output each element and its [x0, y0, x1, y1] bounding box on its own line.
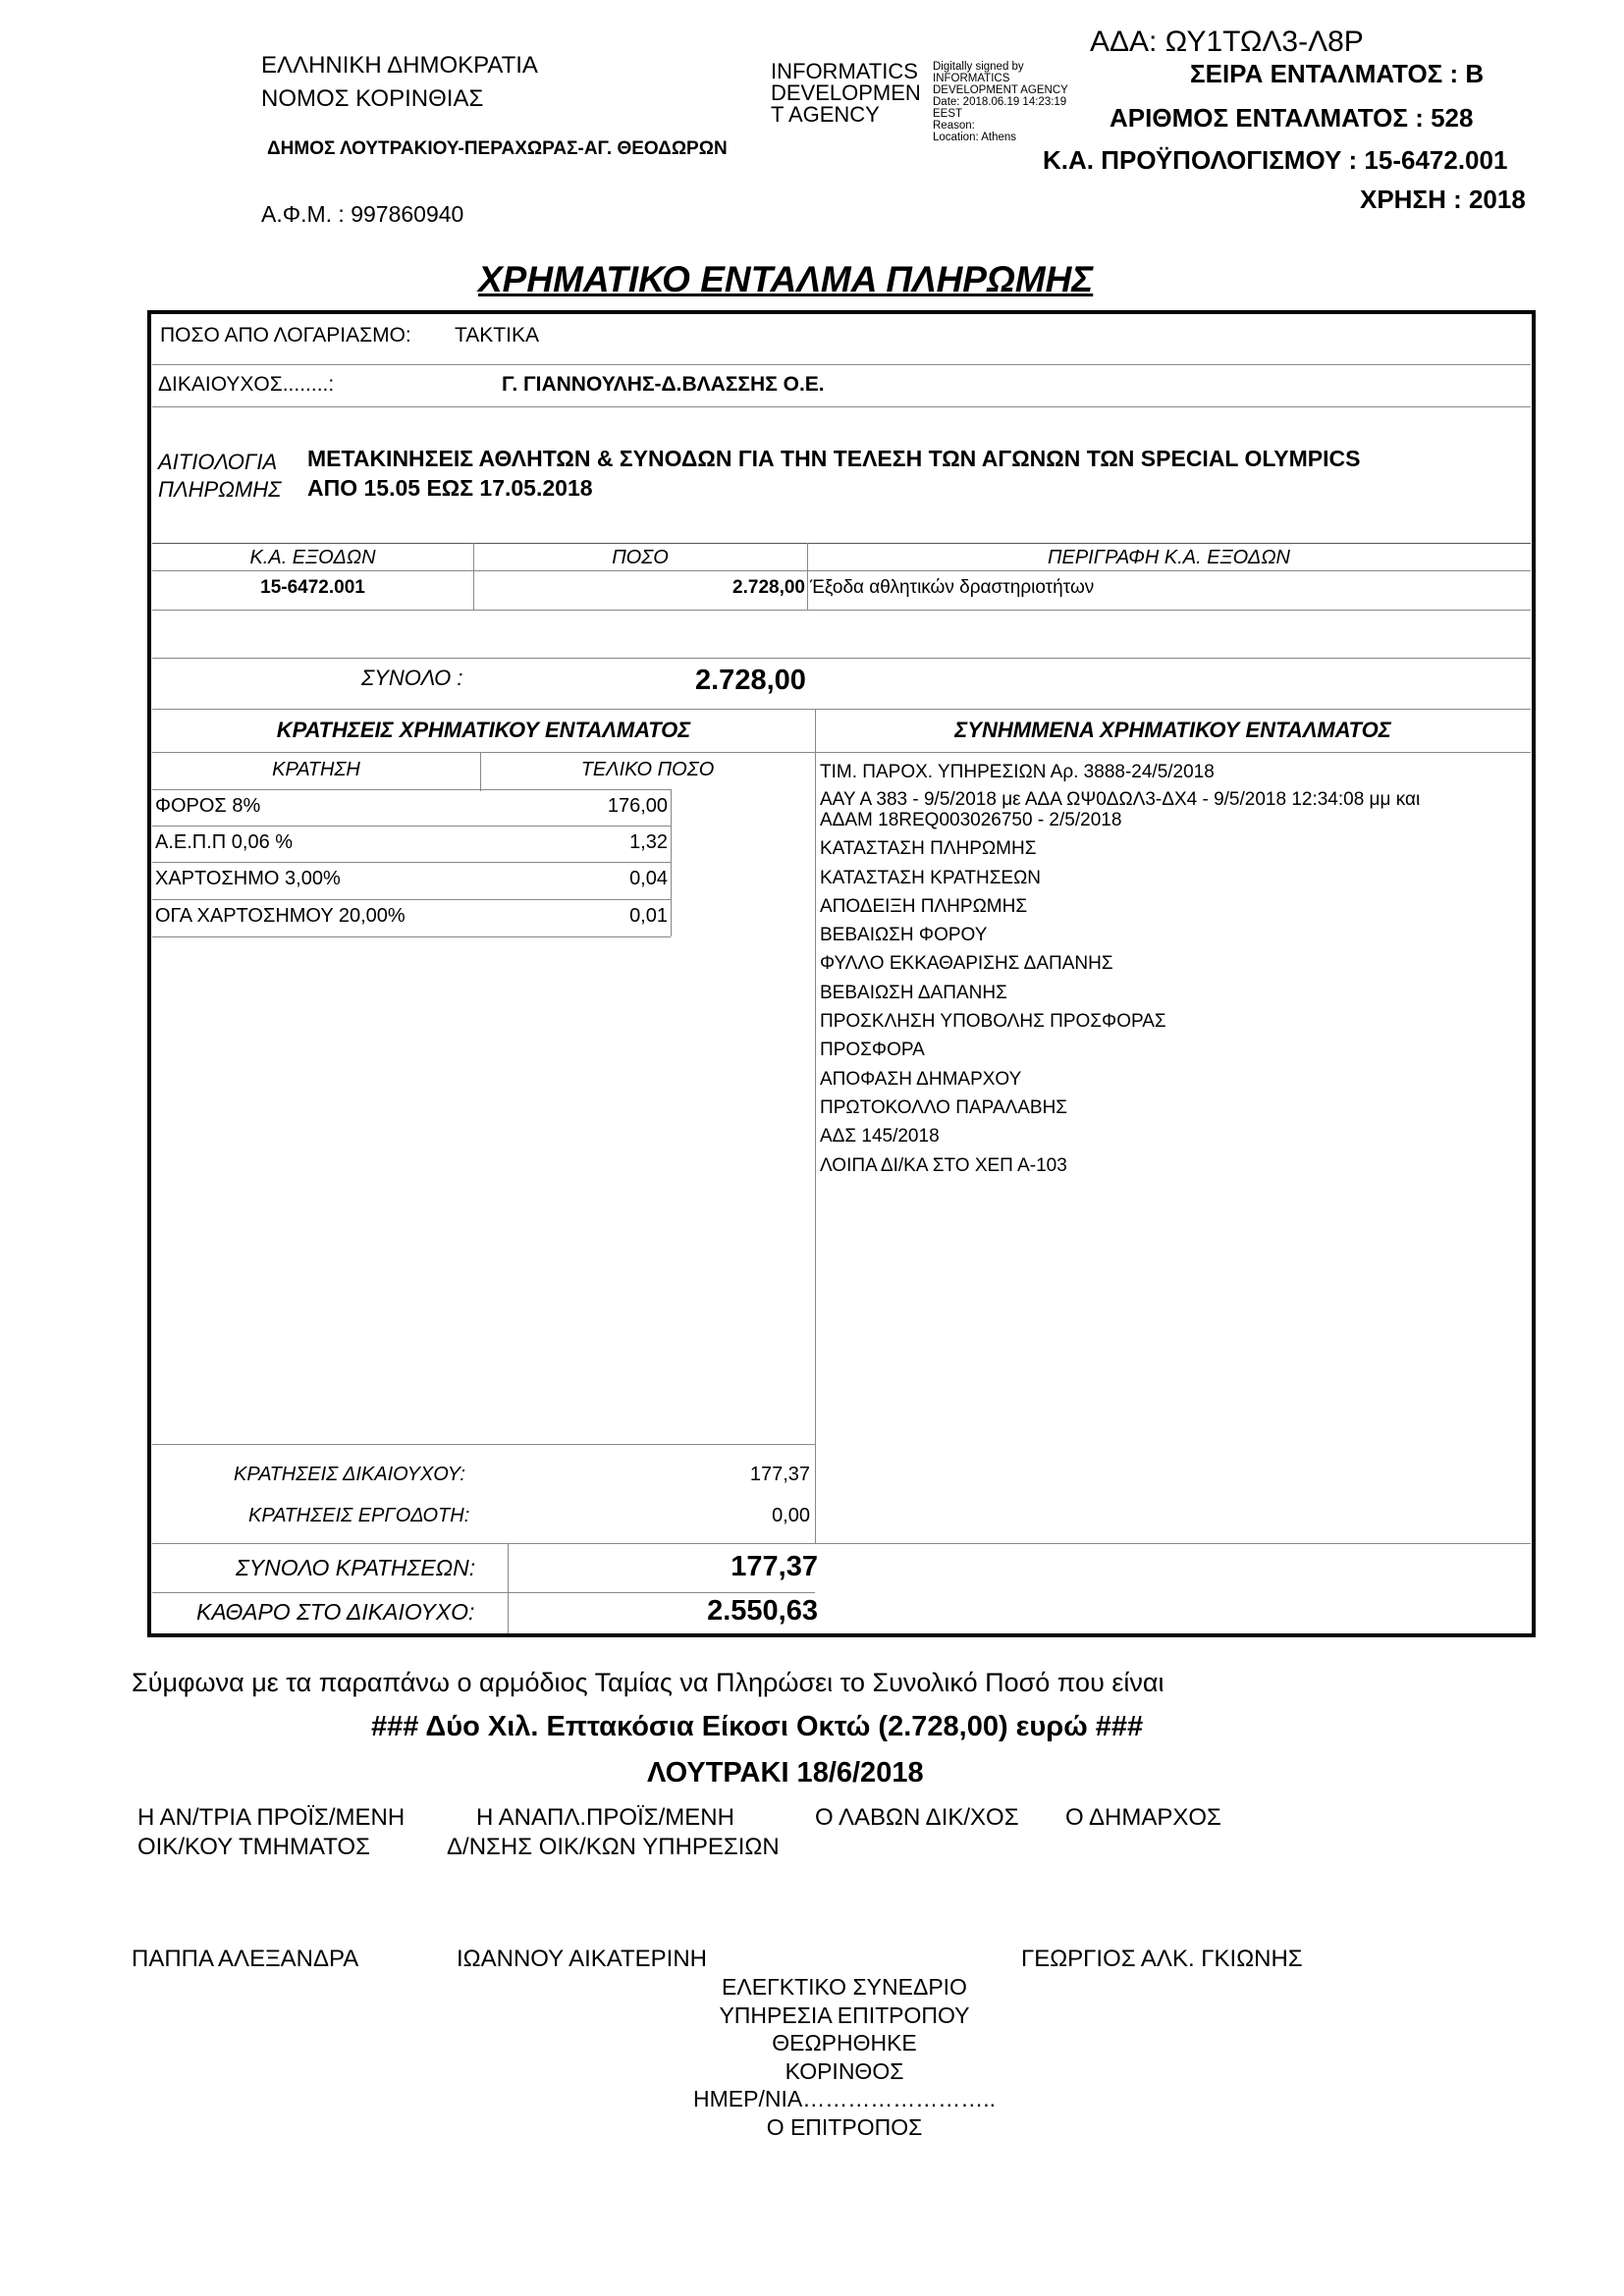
signatory-role: Δ/ΝΣΗΣ ΟΙΚ/ΚΩΝ ΥΠΗΡΕΣΙΩΝ	[447, 1834, 780, 1860]
budget-code-label: Κ.Α. ΠΡΟΫΠΟΛΟΓΙΣΜΟΥ : 15-6472.001	[1043, 145, 1508, 175]
signature-detail-line: Reason:	[933, 120, 975, 132]
rule	[152, 752, 1531, 753]
rule	[152, 936, 671, 937]
account-label: ΠΟΣΟ ΑΠΟ ΛΟΓΑΡΙΑΣΜΟ:	[160, 324, 411, 347]
rule	[152, 570, 1531, 571]
rule	[671, 789, 672, 936]
signature-agency-line: DEVELOPMEN	[771, 80, 921, 105]
deductions-title: ΚΡΑΤΗΣΕΙΣ ΧΡΗΜΑΤΙΚΟΥ ΕΝΤΑΛΜΑΤΟΣ	[276, 718, 691, 742]
signature-agency-line: T AGENCY	[771, 102, 880, 127]
signatory-role: ΟΙΚ/ΚΟΥ ΤΜΗΜΑΤΟΣ	[137, 1834, 370, 1860]
fiscal-year-label: ΧΡΗΣΗ : 2018	[1360, 185, 1526, 214]
total-deductions-value: 177,37	[731, 1551, 818, 1582]
signatory-name: ΠΑΠΠΑ ΑΛΕΞΑΝΔΡΑ	[132, 1946, 359, 1972]
expense-amount-header: ΠΟΣΟ	[612, 547, 669, 568]
deduction-name: ΦΟΡΟΣ 8%	[155, 795, 261, 817]
beneficiary-deductions-label: ΚΡΑΤΗΣΕΙΣ ΔΙΚΑΙΟΥΧΟΥ:	[234, 1464, 465, 1485]
rule	[508, 1543, 509, 1633]
reason-text: ΑΠΟ 15.05 ΕΩΣ 17.05.2018	[307, 475, 593, 501]
country-label: ΕΛΛΗΝΙΚΗ ΔΗΜΟΚΡΑΤΙΑ	[261, 52, 538, 79]
employer-deductions-value: 0,00	[772, 1505, 810, 1526]
warrant-number-label: ΑΡΙΘΜΟΣ ΕΝΤΑΛΜΑΤΟΣ : 528	[1110, 103, 1474, 133]
audit-line: ΗΜΕΡ/ΝΙΑ……………………..	[693, 2086, 996, 2111]
audit-line: ΕΛΕΓΚΤΙΚΟ ΣΥΝΕΔΡΙΟ	[722, 1974, 967, 2000]
signature-detail-line: EEST	[933, 108, 963, 120]
audit-line: ΘΕΩΡΗΘΗΚΕ	[772, 2030, 917, 2056]
signatory-role: Ο ΛΑΒΩΝ ΔΙΚ/ΧΟΣ	[815, 1804, 1019, 1831]
rule	[152, 1444, 815, 1445]
rule	[152, 862, 671, 863]
deduction-amount-header: ΤΕΛΙΚΟ ΠΟΣΟ	[580, 759, 715, 780]
signature-detail-line: Location: Athens	[933, 132, 1017, 143]
reason-text: ΜΕΤΑΚΙΝΗΣΕΙΣ ΑΘΛΗΤΩΝ & ΣΥΝΟΔΩΝ ΓΙΑ ΤΗΝ ΤΕΛΕΣΗ ΤΩΝ ΑΓΩΝΩΝ ΤΩΝ SPECIAL OLYMPICS	[307, 446, 1361, 471]
beneficiary-value: Γ. ΓΙΑΝΝΟΥΛΗΣ-Δ.ΒΛΑΣΣΗΣ Ο.Ε.	[502, 373, 825, 396]
attachments-title: ΣΥΝΗΜΜΕΝΑ ΧΡΗΜΑΤΙΚΟΥ ΕΝΤΑΛΜΑΤΟΣ	[954, 718, 1391, 742]
deduction-amount: 176,00	[607, 795, 668, 817]
rule	[152, 826, 671, 827]
beneficiary-deductions-value: 177,37	[749, 1464, 810, 1485]
signature-detail-line: DEVELOPMENT AGENCY	[933, 84, 1068, 96]
deduction-name: ΟΓΑ ΧΑΡΤΟΣΗΜΟΥ 20,00%	[155, 905, 406, 927]
attachment-item: ΚΑΤΑΣΤΑΣΗ ΠΛΗΡΩΜΗΣ	[820, 838, 1037, 860]
rule	[152, 899, 671, 900]
audit-line: Ο ΕΠΙΤΡΟΠΟΣ	[766, 2113, 923, 2140]
rule	[152, 789, 671, 790]
total-deductions-label: ΣΥΝΟΛΟ ΚΡΑΤΗΣΕΩΝ:	[236, 1555, 476, 1580]
signature-agency-line: INFORMATICS	[771, 59, 918, 83]
expense-amount: 2.728,00	[732, 577, 805, 598]
digital-signature-details	[933, 61, 1068, 143]
rule	[152, 658, 1531, 659]
attachment-item: ΑΠΟΦΑΣΗ ΔΗΜΑΡΧΟΥ	[820, 1068, 1022, 1090]
expense-total-value: 2.728,00	[695, 665, 806, 696]
expense-code-header: Κ.Α. ΕΞΟΔΩΝ	[249, 547, 376, 568]
attachment-item: ΑΑΥ Α 383 - 9/5/2018 με ΑΔΑ ΩΨ0ΔΩΛ3-ΔΧ4 - 9/5/2018 12:34:08 μμ και	[820, 789, 1421, 811]
payment-statement: Σύμφωνα με τα παραπάνω ο αρμόδιος Ταμίας να Πληρώσει το Συνολικό Ποσό που είναι	[132, 1668, 1164, 1697]
attachment-item: ΤΙΜ. ΠΑΡΟΧ. ΥΠΗΡΕΣΙΩΝ Αρ. 3888-24/5/2018	[820, 762, 1215, 782]
attachments-list	[820, 758, 1420, 1180]
signature-detail-line: Date: 2018.06.19 14:23:19	[933, 96, 1067, 108]
digital-signature-agency	[771, 61, 921, 126]
signatory-name: ΓΕΩΡΓΙΟΣ ΑΛΚ. ΓΚΙΩΝΗΣ	[1021, 1946, 1303, 1972]
rule	[152, 1543, 1531, 1544]
attachment-item: ΠΡΩΤΟΚΟΛΛΟ ΠΑΡΑΛΑΒΗΣ	[820, 1096, 1068, 1118]
afm-label: Α.Φ.Μ. : 997860940	[261, 201, 464, 227]
deduction-name-header: ΚΡΑΤΗΣΗ	[272, 759, 360, 780]
deduction-name: ΧΑΡΤΟΣΗΜΟ 3,00%	[155, 868, 341, 889]
signatory-role: Η ΑΝ/ΤΡΙΑ ΠΡΟΪΣ/ΜΕΝΗ	[137, 1804, 406, 1831]
signature-detail-line: Digitally signed by	[933, 61, 1024, 73]
deduction-amount: 0,04	[629, 868, 668, 889]
audit-line: ΥΠΗΡΕΣΙΑ ΕΠΙΤΡΟΠΟΥ	[719, 2002, 970, 2028]
reason-label: ΑΙΤΙΟΛΟΓΙΑ	[158, 450, 278, 474]
employer-deductions-label: ΚΡΑΤΗΣΕΙΣ ΕΡΓΟΔΟΤΗ:	[248, 1505, 470, 1526]
series-label: ΣΕΙΡΑ ΕΝΤΑΛΜΑΤΟΣ : Β	[1190, 59, 1485, 88]
deduction-name: Α.Ε.Π.Π 0,06 %	[155, 831, 294, 853]
audit-line: ΚΟΡΙΝΘΟΣ	[785, 2057, 904, 2084]
signatory-name: ΙΩΑΝΝΟΥ ΑΙΚΑΤΕΡΙΝΗ	[457, 1946, 708, 1972]
attachment-item: ΒΕΒΑΙΩΣΗ ΦΟΡΟΥ	[820, 925, 988, 946]
attachment-item: ΛΟΙΠΑ ΔΙ/ΚΑ ΣΤΟ ΧΕΠ Α-103	[820, 1154, 1067, 1176]
expense-code: 15-6472.001	[260, 577, 365, 598]
expense-description: Έξοδα αθλητικών δραστηριοτήτων	[810, 577, 1095, 598]
net-amount-value: 2.550,63	[707, 1595, 818, 1627]
beneficiary-label: ΔΙΚΑΙΟΥΧΟΣ........:	[158, 373, 335, 396]
ada-code: ΑΔΑ: ΩΥ1ΤΩΛ3-Λ8Ρ	[1090, 26, 1364, 58]
signatory-role: Η ΑΝΑΠΛ.ΠΡΟΪΣ/ΜΕΝΗ	[476, 1804, 734, 1831]
signatory-role: Ο ΔΗΜΑΡΧΟΣ	[1065, 1804, 1221, 1831]
attachment-item: ΦΥΛΛΟ ΕΚΚΑΘΑΡΙΣΗΣ ΔΑΠΑΝΗΣ	[820, 953, 1113, 975]
signature-detail-line: INFORMATICS	[933, 73, 1010, 84]
audit-office-block	[589, 1973, 1100, 2141]
attachment-item: ΠΡΟΣΚΛΗΣΗ ΥΠΟΒΟΛΗΣ ΠΡΟΣΦΟΡΑΣ	[820, 1011, 1166, 1033]
municipality-label: ΔΗΜΟΣ ΛΟΥΤΡΑΚΙΟΥ-ΠΕΡΑΧΩΡΑΣ-ΑΓ. ΘΕΟΔΩΡΩΝ	[267, 138, 728, 159]
place-date: ΛΟΥΤΡΑΚΙ 18/6/2018	[647, 1757, 924, 1789]
rule	[152, 1592, 815, 1593]
rule	[815, 709, 816, 1543]
amount-in-words: ### Δύο Χιλ. Επτακόσια Είκοσι Οκτώ (2.728,00) ευρώ ###	[371, 1711, 1144, 1742]
expense-total-label: ΣΥΝΟΛΟ :	[361, 666, 463, 690]
reason-label: ΠΛΗΡΩΜΗΣ	[158, 477, 282, 502]
rule	[152, 364, 1531, 365]
deduction-amount: 0,01	[629, 905, 668, 927]
account-value: ΤΑΚΤΙΚΑ	[455, 324, 539, 347]
net-amount-label: ΚΑΘΑΡΟ ΣΤΟ ΔΙΚΑΙΟΥΧΟ:	[196, 1599, 475, 1625]
attachment-item: ΒΕΒΑΙΩΣΗ ΔΑΠΑΝΗΣ	[820, 982, 1007, 1003]
rule	[152, 610, 1531, 611]
deduction-amount: 1,32	[629, 831, 668, 853]
expense-description-header: ΠΕΡΙΓΡΑΦΗ Κ.Α. ΕΞΟΔΩΝ	[1048, 547, 1290, 568]
rule	[152, 709, 1531, 710]
attachment-item: ΑΠΟΔΕΙΞΗ ΠΛΗΡΩΜΗΣ	[820, 895, 1028, 917]
prefecture-label: ΝΟΜΟΣ ΚΟΡΙΝΘΙΑΣ	[261, 85, 484, 112]
attachment-item: ΚΑΤΑΣΤΑΣΗ ΚΡΑΤΗΣΕΩΝ	[820, 867, 1042, 888]
rule	[152, 543, 1531, 544]
rule	[152, 406, 1531, 407]
attachment-item: ΑΔΑΜ 18REQ003026750 - 2/5/2018	[820, 810, 1122, 831]
attachment-item: ΑΔΣ 145/2018	[820, 1126, 940, 1148]
page-title: ΧΡΗΜΑΤΙΚΟ ΕΝΤΑΛΜΑ ΠΛΗΡΩΜΗΣ	[478, 259, 1094, 299]
attachment-item: ΠΡΟΣΦΟΡΑ	[820, 1040, 925, 1061]
